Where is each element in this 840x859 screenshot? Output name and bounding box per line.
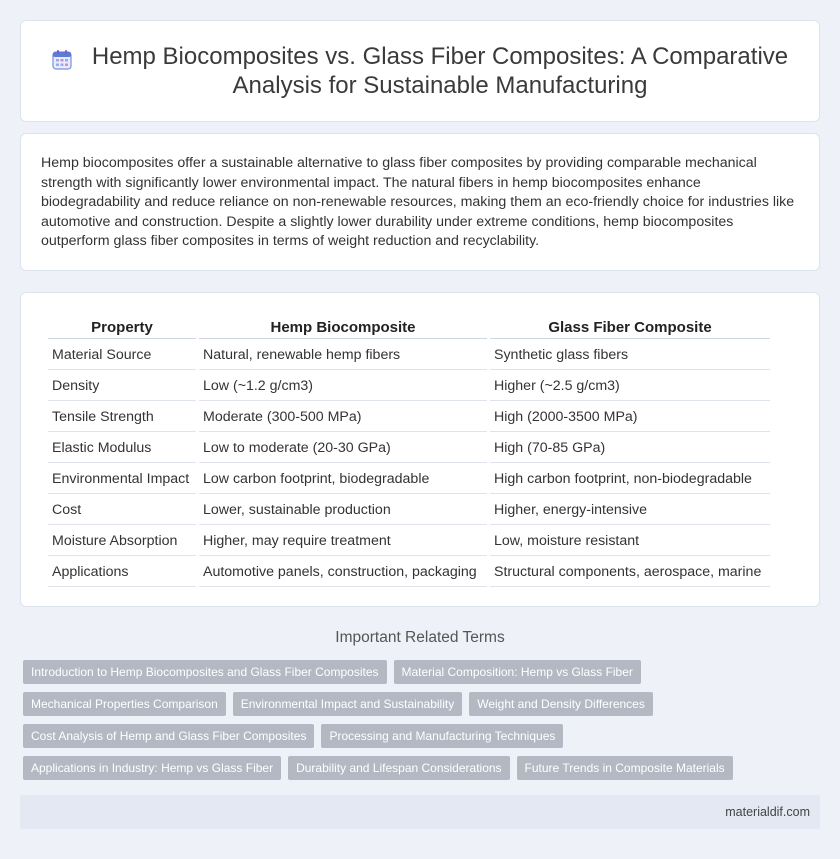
related-terms-list [23, 660, 823, 788]
related-term-link[interactable]: Environmental Impact and Sustainability [233, 692, 462, 716]
table-row [48, 341, 770, 370]
related-term-link[interactable]: Future Trends in Composite Materials [517, 756, 733, 780]
footer [20, 795, 820, 829]
table-cell-property: Environmental Impact [48, 465, 196, 494]
comparison-table [45, 315, 773, 589]
table-cell-hemp: Lower, sustainable production [199, 496, 487, 525]
table-cell-hemp: Low carbon footprint, biodegradable [199, 465, 487, 494]
table-row [48, 403, 770, 432]
related-term-link[interactable]: Introduction to Hemp Biocomposites and Glass Fiber Composites [23, 660, 387, 684]
table-header-row [48, 317, 770, 339]
table-cell-hemp: Low to moderate (20-30 GPa) [199, 434, 487, 463]
related-term-link[interactable]: Durability and Lifespan Considerations [288, 756, 509, 780]
column-header-glass: Glass Fiber Composite [490, 317, 770, 339]
table-cell-property: Tensile Strength [48, 403, 196, 432]
table-cell-glass: High (70-85 GPa) [490, 434, 770, 463]
table-cell-property: Cost [48, 496, 196, 525]
table-cell-hemp: Low (~1.2 g/cm3) [199, 372, 487, 401]
related-terms-heading: Important Related Terms [335, 629, 505, 646]
table-row [48, 465, 770, 494]
related-term-link[interactable]: Processing and Manufacturing Techniques [321, 724, 563, 748]
tag-row [23, 692, 823, 716]
table-cell-glass: High (2000-3500 MPa) [490, 403, 770, 432]
tag-row [23, 660, 823, 684]
tag-row [23, 724, 823, 748]
site-name[interactable]: materialdif.com [725, 805, 810, 819]
page-title: Hemp Biocomposites vs. Glass Fiber Composites: A Comparative Analysis for Sustainable Manufacturing [91, 43, 789, 99]
related-term-link[interactable]: Weight and Density Differences [469, 692, 653, 716]
table-cell-property: Elastic Modulus [48, 434, 196, 463]
related-term-link[interactable]: Applications in Industry: Hemp vs Glass Fiber [23, 756, 281, 780]
calendar-icon [51, 49, 73, 71]
column-header-property: Property [48, 317, 196, 339]
table-row [48, 496, 770, 525]
intro-card [20, 133, 820, 271]
intro-paragraph: Hemp biocomposites offer a sustainable alternative to glass fiber composites by providing comparable mechanical strength with significantly lower environmental impact. The natural fibers in hemp biocomposites enhance biodegradability and reduce reliance on non-renewable resources, making them an eco-friendly choice for industries like automotive and construction. Despite a slightly lower durability under extreme conditions, hemp biocomposites outperform glass fiber composites in terms of weight reduction and recyclability. [41, 155, 795, 249]
table-row [48, 558, 770, 587]
tag-row [23, 756, 823, 780]
table-cell-glass: High carbon footprint, non-biodegradable [490, 465, 770, 494]
table-cell-glass: Higher (~2.5 g/cm3) [490, 372, 770, 401]
table-row [48, 434, 770, 463]
table-cell-glass: Structural components, aerospace, marine [490, 558, 770, 587]
related-term-link[interactable]: Cost Analysis of Hemp and Glass Fiber Composites [23, 724, 314, 748]
table-cell-hemp: Moderate (300-500 MPa) [199, 403, 487, 432]
table-cell-hemp: Automotive panels, construction, packaging [199, 558, 487, 587]
header-card [20, 20, 820, 122]
table-cell-hemp: Higher, may require treatment [199, 527, 487, 556]
related-term-link[interactable]: Material Composition: Hemp vs Glass Fiber [394, 660, 641, 684]
table-cell-property: Density [48, 372, 196, 401]
title-wrap [21, 21, 819, 121]
table-row [48, 527, 770, 556]
table-cell-glass: Higher, energy-intensive [490, 496, 770, 525]
table-cell-property: Applications [48, 558, 196, 587]
table-row [48, 372, 770, 401]
table-cell-property: Material Source [48, 341, 196, 370]
table-cell-property: Moisture Absorption [48, 527, 196, 556]
related-term-link[interactable]: Mechanical Properties Comparison [23, 692, 226, 716]
comparison-table-card [20, 292, 820, 607]
table-cell-hemp: Natural, renewable hemp fibers [199, 341, 487, 370]
table-cell-glass: Synthetic glass fibers [490, 341, 770, 370]
column-header-hemp: Hemp Biocomposite [199, 317, 487, 339]
table-cell-glass: Low, moisture resistant [490, 527, 770, 556]
